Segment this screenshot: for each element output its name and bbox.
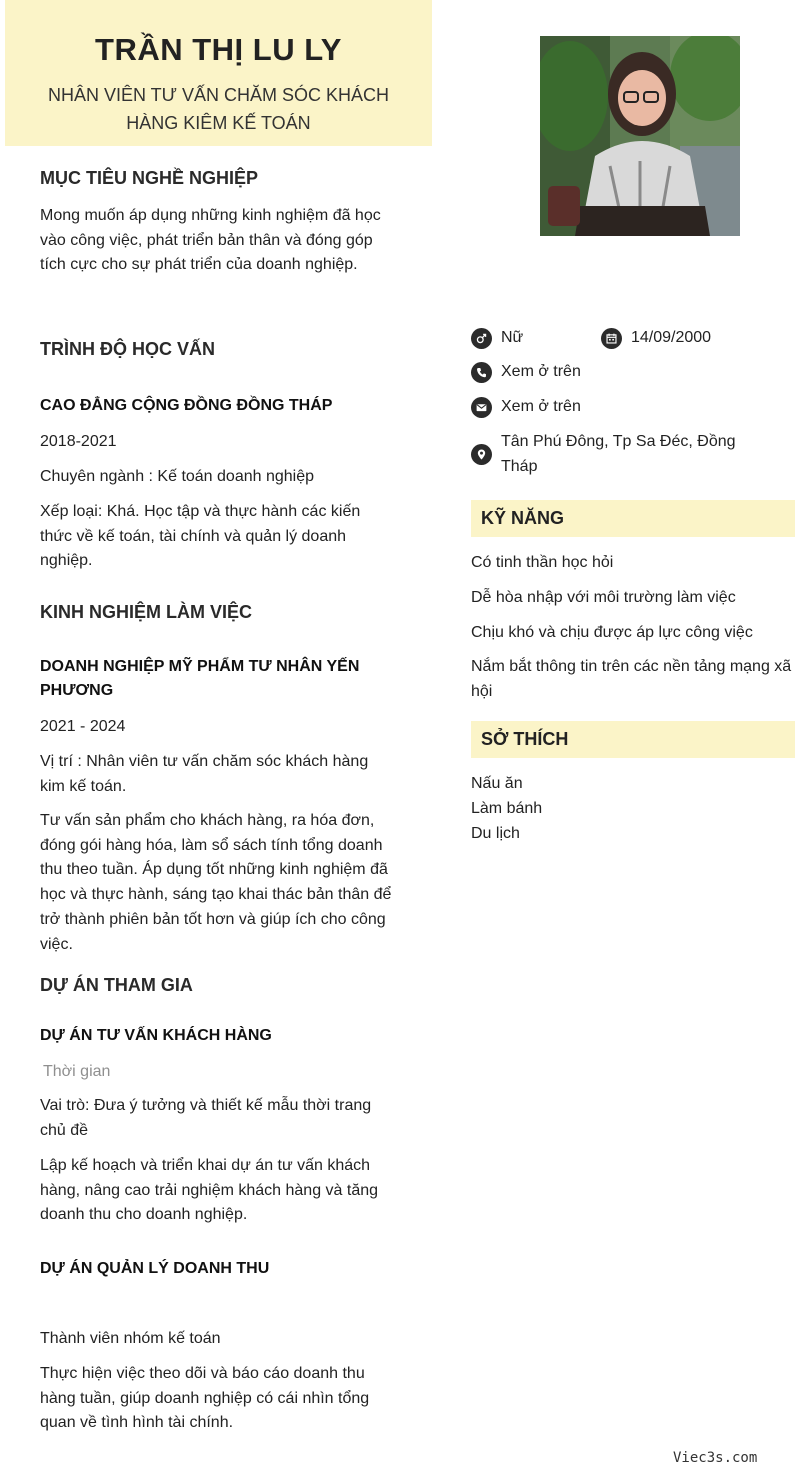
candidate-name: TRẦN THỊ LU LY — [95, 32, 342, 67]
skill-item: Dễ hòa nhập với môi trường làm việc — [471, 589, 736, 606]
project-1-time: Thời gian — [43, 1063, 111, 1080]
project-1-description: Lập kế hoạch và triển khai dự án tư vấn khách hàng, nâng cao trải nghiệm khách hàng và tăng doanh thu cho doanh nghiệp. — [40, 1157, 379, 1224]
project-1-name: DỰ ÁN TƯ VẤN KHÁCH HÀNG — [40, 1027, 272, 1044]
calendar-icon — [601, 328, 622, 349]
address-row — [471, 430, 771, 479]
email-value: Xem ở trên — [501, 398, 581, 415]
job-title: NHÂN VIÊN TƯ VẤN CHĂM SÓC KHÁCH HÀNG KIÊM KẾ TOÁN — [47, 85, 390, 133]
project-1-role: Vai trò: Đưa ý tưởng và thiết kế mẫu thời trang chủ đề — [40, 1097, 372, 1139]
experience-position: Vị trí : Nhân viên tư vấn chăm sóc khách hàng kim kế toán. — [40, 753, 369, 795]
birthday-row — [601, 326, 711, 351]
hobby-item: Nấu ăn — [471, 775, 523, 792]
hobby-item: Du lịch — [471, 825, 520, 842]
objective-text: Mong muốn áp dụng những kinh nghiệm đã học vào công việc, phát triển bản thân và đóng góp tích cực cho sự phát triển của doanh nghiệp. — [40, 207, 381, 274]
project-2-name: DỰ ÁN QUẢN LÝ DOANH THU — [40, 1260, 270, 1277]
skill-item: Nắm bắt thông tin trên các nền tảng mạng xã hội — [471, 658, 792, 700]
hobby-item: Làm bánh — [471, 800, 543, 817]
education-major: Chuyên ngành : Kế toán doanh nghiệp — [40, 468, 315, 485]
email-icon — [471, 397, 492, 418]
phone-icon — [471, 362, 492, 383]
objective-heading: MỤC TIÊU NGHỀ NGHIỆP — [40, 168, 259, 188]
location-icon — [471, 444, 492, 465]
gender-row — [471, 326, 523, 351]
birthday-value: 14/09/2000 — [631, 329, 712, 346]
skills-heading: KỸ NĂNG — [471, 500, 795, 537]
hobbies-heading: SỞ THÍCH — [471, 721, 795, 758]
experience-description: Tư vấn sản phẩm cho khách hàng, ra hóa đơn, đóng gói hàng hóa, làm sổ sách tính tổng doanh thu theo tuần. Áp dụng tốt những kinh nghiệm đã học và thực hành, sáng tạo khai thác bản thân để trở thành phiên bản tốt hơn và giúp ích cho công việc. — [40, 812, 392, 953]
projects-heading: DỰ ÁN THAM GIA — [40, 975, 193, 995]
education-period: 2018-2021 — [40, 433, 117, 450]
education-heading: TRÌNH ĐỘ HỌC VẤN — [40, 339, 215, 359]
phone-row — [471, 360, 581, 385]
experience-period: 2021 - 2024 — [40, 718, 126, 735]
gender-icon — [471, 328, 492, 349]
project-2-description: Thực hiện việc theo dõi và báo cáo doanh thu hàng tuần, giúp doanh nghiệp có cái nhìn tổng quan về tình hình tài chính. — [40, 1365, 370, 1432]
experience-heading: KINH NGHIỆM LÀM VIỆC — [40, 602, 253, 622]
profile-photo — [540, 36, 740, 236]
gender-value: Nữ — [501, 329, 524, 346]
education-rank: Xếp loại: Khá. Học tập và thực hành các kiến thức về kế toán, tài chính và quản lý doanh nghiệp. — [40, 503, 361, 570]
email-row — [471, 395, 581, 420]
skill-item: Có tinh thần học hỏi — [471, 554, 614, 571]
skill-item: Chịu khó và chịu được áp lực công việc — [471, 624, 753, 641]
education-school: CAO ĐẲNG CỘNG ĐỒNG ĐỒNG THÁP — [40, 397, 333, 414]
footer-brand: Viec3s.com — [673, 1450, 758, 1466]
experience-company: DOANH NGHIỆP MỸ PHẨM TƯ NHÂN YẾN PHƯƠNG — [40, 658, 360, 699]
project-2-role: Thành viên nhóm kế toán — [40, 1330, 221, 1347]
phone-value: Xem ở trên — [501, 363, 581, 380]
address-value: Tân Phú Đông, Tp Sa Đéc, Đồng Tháp — [501, 433, 736, 475]
